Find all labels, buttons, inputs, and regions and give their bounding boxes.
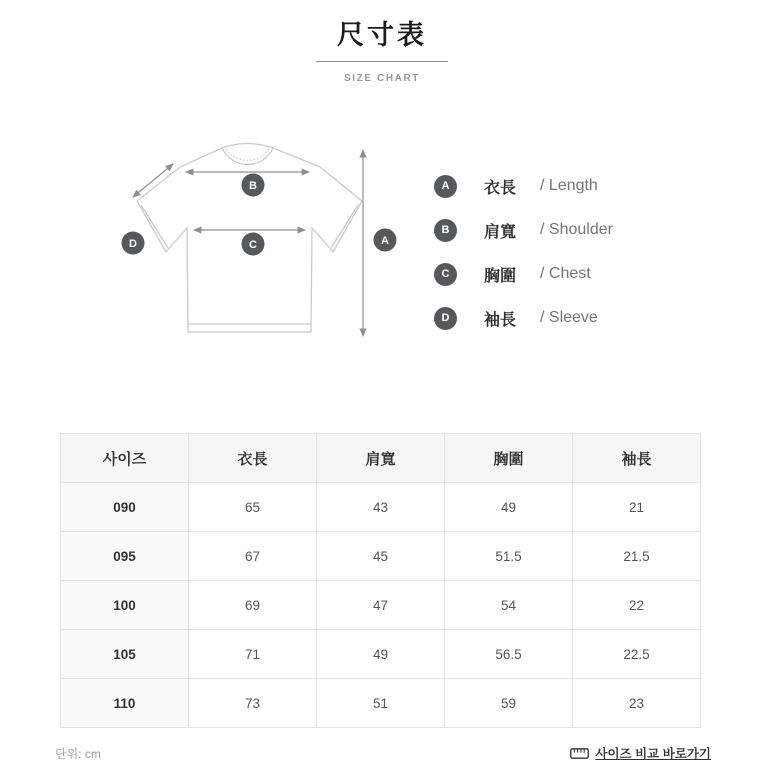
size-cell: 095 bbox=[61, 532, 189, 581]
legend-label-cjk: 胸圍 bbox=[484, 267, 517, 285]
table-row bbox=[61, 630, 701, 679]
legend-label-en: / Sleeve bbox=[540, 309, 598, 326]
value-cell: 54 bbox=[445, 581, 573, 630]
value-cell: 67 bbox=[189, 532, 317, 581]
ruler-icon bbox=[570, 748, 589, 759]
col-header-size: 사이즈 bbox=[61, 434, 189, 483]
measurement-diagram bbox=[110, 127, 613, 357]
value-cell: 22 bbox=[573, 581, 701, 630]
title-underline bbox=[316, 61, 448, 62]
legend-badge-a: A bbox=[434, 175, 457, 198]
badge-shoulder-letter: B bbox=[249, 180, 257, 192]
sleeve-arrow bbox=[133, 164, 173, 197]
col-header-shoulder: 肩寬 bbox=[317, 434, 445, 483]
legend-badge-c: C bbox=[434, 263, 457, 286]
measurement-legend bbox=[434, 127, 613, 357]
legend-label-cjk: 袖長 bbox=[484, 311, 517, 329]
col-header-length: 衣長 bbox=[189, 434, 317, 483]
value-cell: 49 bbox=[317, 630, 445, 679]
value-cell: 43 bbox=[317, 483, 445, 532]
badge-chest-letter: C bbox=[249, 239, 257, 251]
legend-label-en: / Length bbox=[540, 177, 598, 194]
value-cell: 56.5 bbox=[445, 630, 573, 679]
legend-label-en: / Chest bbox=[540, 265, 591, 282]
legend-badge-d: D bbox=[434, 307, 457, 330]
badge-sleeve-letter: D bbox=[129, 238, 137, 250]
legend-item-length bbox=[434, 174, 613, 198]
unit-label: 단위: cm bbox=[55, 746, 101, 761]
value-cell: 49 bbox=[445, 483, 573, 532]
value-cell: 21 bbox=[573, 483, 701, 532]
legend-item-sleeve bbox=[434, 306, 613, 330]
value-cell: 47 bbox=[317, 581, 445, 630]
page-subtitle: SIZE CHART bbox=[344, 73, 420, 84]
size-chart-header bbox=[0, 0, 764, 84]
value-cell: 65 bbox=[189, 483, 317, 532]
value-cell: 45 bbox=[317, 532, 445, 581]
value-cell: 51 bbox=[317, 679, 445, 728]
value-cell: 22.5 bbox=[573, 630, 701, 679]
legend-label-cjk: 肩寬 bbox=[484, 223, 517, 241]
value-cell: 69 bbox=[189, 581, 317, 630]
size-cell: 105 bbox=[61, 630, 189, 679]
value-cell: 51.5 bbox=[445, 532, 573, 581]
value-cell: 21.5 bbox=[573, 532, 701, 581]
table-row bbox=[61, 679, 701, 728]
legend-label-en: / Shoulder bbox=[540, 221, 613, 238]
table-footer bbox=[55, 744, 711, 762]
size-table bbox=[60, 433, 701, 728]
value-cell: 71 bbox=[189, 630, 317, 679]
legend-badge-b: B bbox=[434, 219, 457, 242]
size-cell: 100 bbox=[61, 581, 189, 630]
size-table-header-row bbox=[61, 434, 701, 483]
value-cell: 23 bbox=[573, 679, 701, 728]
tshirt-diagram bbox=[110, 127, 410, 357]
col-header-chest: 胸圍 bbox=[445, 434, 573, 483]
badge-length-letter: A bbox=[381, 235, 389, 247]
size-compare-link[interactable] bbox=[570, 744, 711, 762]
table-row bbox=[61, 581, 701, 630]
value-cell: 59 bbox=[445, 679, 573, 728]
legend-label-cjk: 衣長 bbox=[484, 179, 517, 197]
size-cell: 110 bbox=[61, 679, 189, 728]
size-cell: 090 bbox=[61, 483, 189, 532]
value-cell: 73 bbox=[189, 679, 317, 728]
table-row bbox=[61, 532, 701, 581]
legend-item-chest bbox=[434, 262, 613, 286]
col-header-sleeve: 袖長 bbox=[573, 434, 701, 483]
page-title: 尺寸表 bbox=[337, 20, 427, 50]
table-row bbox=[61, 483, 701, 532]
legend-item-shoulder bbox=[434, 218, 613, 242]
size-compare-link-label: 사이즈 비교 바로가기 bbox=[595, 747, 711, 761]
